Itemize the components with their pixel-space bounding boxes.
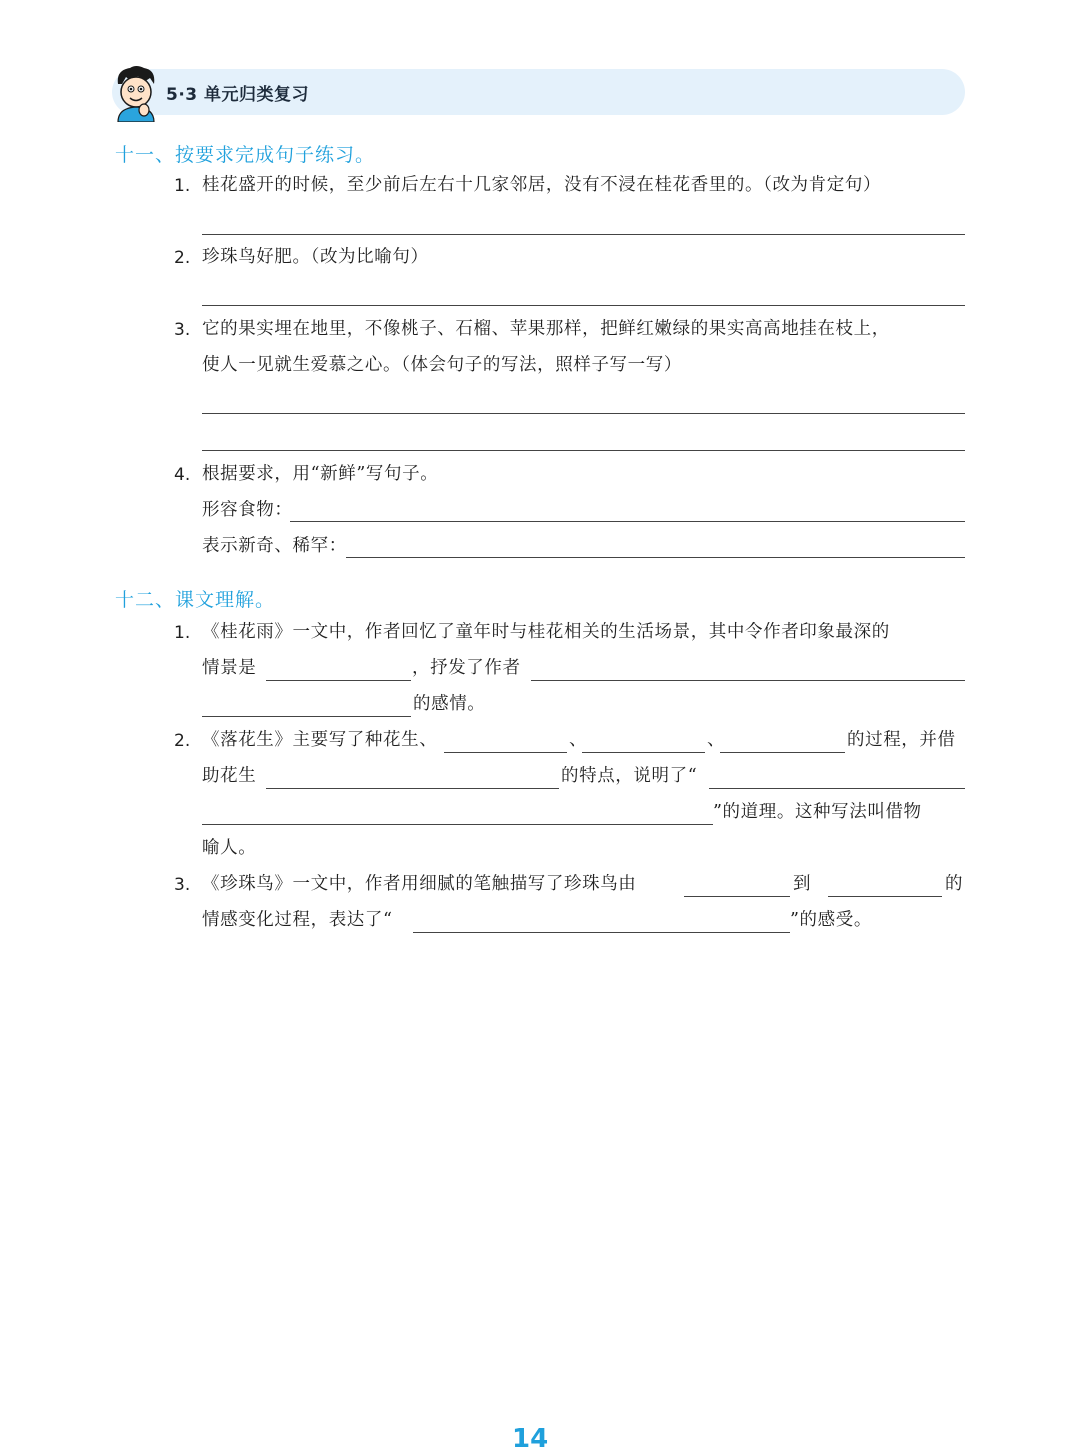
blank[interactable]	[444, 752, 567, 753]
question-text: 的特点，说明了“	[561, 766, 698, 786]
question-text: 的	[945, 874, 964, 894]
answer-line[interactable]	[202, 450, 965, 451]
question-number: 1.	[174, 176, 191, 196]
blank[interactable]	[720, 752, 845, 753]
sub-prompt-food: 形容食物：	[202, 500, 293, 520]
sub-prompt-novel: 表示新奇、稀罕：	[202, 536, 347, 556]
answer-line[interactable]	[290, 521, 965, 522]
answer-line[interactable]	[202, 234, 965, 235]
boy-mascot-icon	[110, 64, 160, 122]
question-text: 桂花盛开的时候，至少前后左右十几家邻居，没有不浸在桂花香里的。（改为肯定句）	[202, 175, 882, 195]
question-text: 情感变化过程，表达了“	[202, 910, 393, 930]
question-text: 它的果实埋在地里，不像桃子、石榴、苹果那样，把鲜红嫩绿的果实高高地挂在枝上，	[202, 319, 890, 339]
question-number: 1.	[174, 623, 191, 643]
question-text: 到	[793, 874, 812, 894]
question-text: 喻人。	[202, 838, 257, 858]
question-text: 、	[569, 730, 588, 750]
question-text: 根据要求，用“新鲜”写句子。	[202, 464, 439, 484]
section-11-title: 十一、按要求完成句子练习。	[115, 144, 376, 166]
question-text: ”的感受。	[790, 910, 872, 930]
answer-line[interactable]	[202, 413, 965, 414]
blank[interactable]	[582, 752, 705, 753]
question-text: ，抒发了作者	[412, 658, 521, 678]
question-text: 《桂花雨》一文中，作者回忆了童年时与桂花相关的生活场景，其中令作者印象最深的	[202, 622, 890, 642]
question-text: 《落花生》主要写了种花生、	[202, 730, 438, 750]
question-text: 、	[707, 730, 726, 750]
page-header-title: 5·3 单元归类复习	[166, 85, 310, 105]
question-number: 3.	[174, 320, 191, 340]
blank[interactable]	[202, 716, 411, 717]
section-12-title: 十二、课文理解。	[115, 589, 276, 611]
question-number: 4.	[174, 465, 191, 485]
question-text: 的感情。	[413, 694, 486, 714]
page-number: 14	[512, 1424, 549, 1454]
blank[interactable]	[202, 824, 713, 825]
question-number: 3.	[174, 875, 191, 895]
blank[interactable]	[266, 680, 411, 681]
question-text: 情景是	[202, 658, 257, 678]
blank[interactable]	[828, 896, 942, 897]
blank[interactable]	[709, 788, 965, 789]
question-text: 珍珠鸟好肥。（改为比喻句）	[202, 247, 429, 267]
blank[interactable]	[684, 896, 790, 897]
answer-line[interactable]	[346, 557, 965, 558]
question-text: 使人一见就生爱慕之心。（体会句子的写法，照样子写一写）	[202, 355, 682, 375]
question-number: 2.	[174, 248, 191, 268]
question-number: 2.	[174, 731, 191, 751]
question-text: 助花生	[202, 766, 257, 786]
question-text: ”的道理。这种写法叫借物	[713, 802, 922, 822]
answer-line[interactable]	[202, 305, 965, 306]
question-text: 的过程，并借	[847, 730, 956, 750]
blank[interactable]	[266, 788, 559, 789]
blank[interactable]	[531, 680, 965, 681]
question-text: 《珍珠鸟》一文中，作者用细腻的笔触描写了珍珠鸟由	[202, 874, 637, 894]
blank[interactable]	[413, 932, 790, 933]
